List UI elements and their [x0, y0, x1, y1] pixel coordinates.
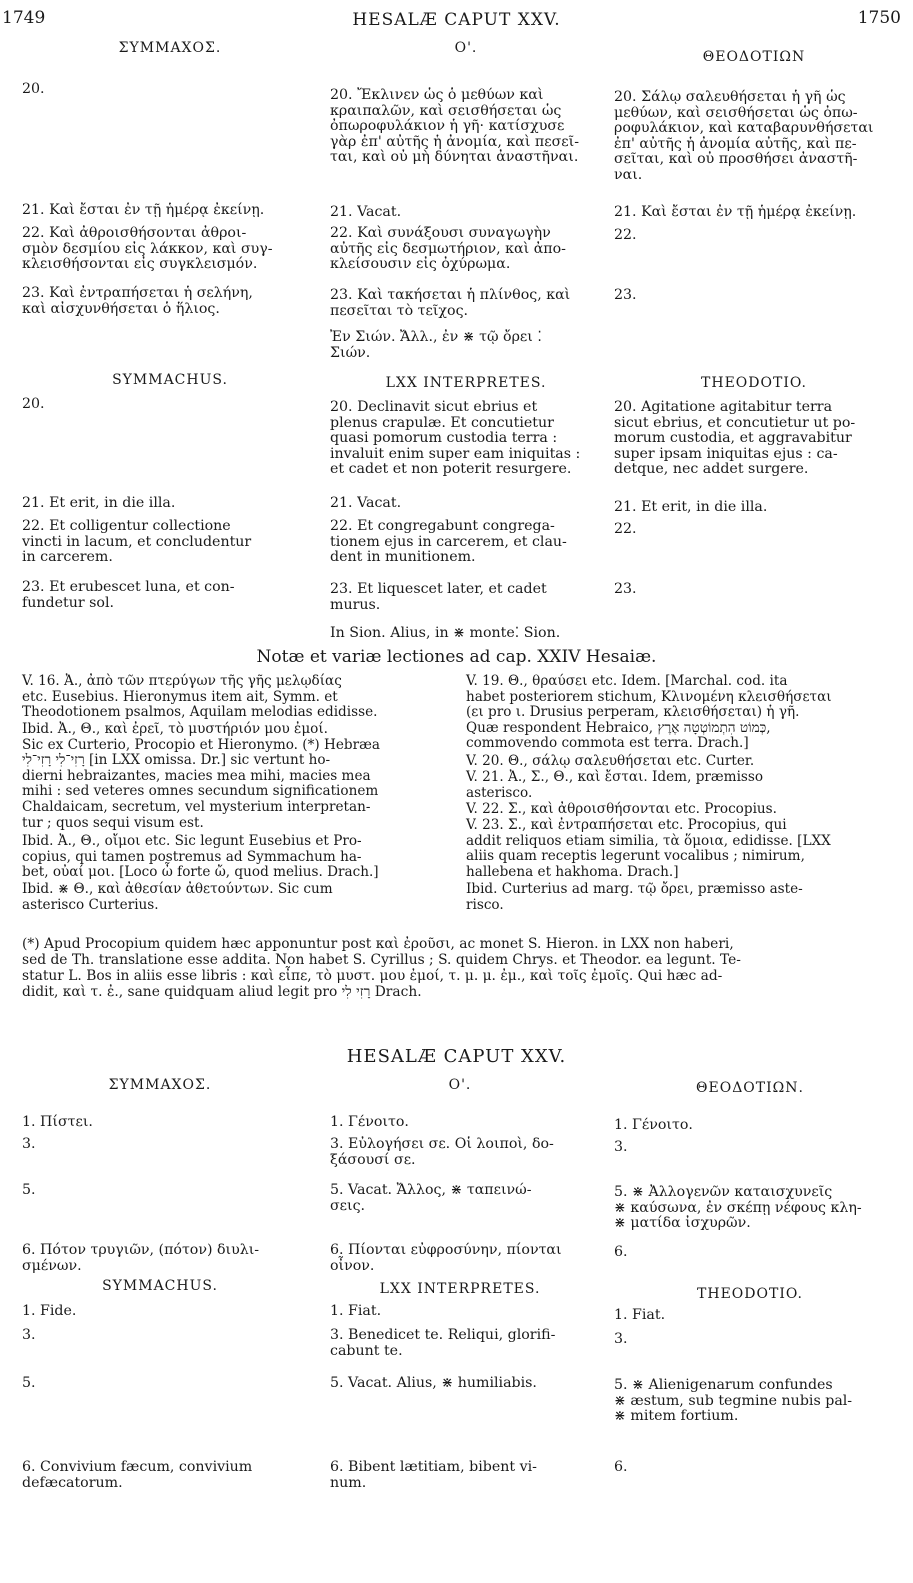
note-left-ibid-3: Ibid. ⋇ Θ., καὶ ἀθεσίαν ἀθετούντων. Sic cum asterisco Curterius. — [22, 881, 333, 913]
theo-latin-25-5: 5. ⋇ Alienigenarum confundes ⋇ æstum, sub tegmine nubis pal- ⋇ mitem fortium. — [614, 1377, 853, 1424]
lxx-latin-25-5: 5. Vacat. Alius, ⋇ humiliabis. — [330, 1375, 537, 1391]
col-head-lxx-latin: LXX INTERPRETES. — [385, 375, 547, 391]
page-title: HESALÆ CAPUT XXV. — [352, 10, 561, 30]
lxx-latin-sion-note: In Sion. Alius, in ⋇ monte⁚ Sion. — [330, 625, 561, 641]
theo-latin-v22: 22. — [614, 521, 637, 537]
theo-latin-v20: 20. Agitatione agitabitur terra sicut ebrius, et concutietur ut po- morum custodia, et aggravabitur super ipsam iniquitas ejus : ca- detque, nec addet surgere. — [614, 399, 856, 477]
lxx-latin-v23: 23. Et liquescet later, et cadet murus. — [330, 581, 547, 613]
sym-greek-v22: 22. Καὶ ἀθροισθήσονται ἀθροι- σμὸν δεσμίου εἰς λάκκον, καὶ συγ- κλεισθήσονται εἰς συγκλεισμόν. — [22, 225, 273, 272]
theo-greek-v21: 21. Καὶ ἔσται ἐν τῇ ἡμέρᾳ ἐκείνῃ. — [614, 204, 857, 220]
lxx-latin-25-3: 3. Benedicet te. Reliqui, glorifi- cabunt te. — [330, 1327, 556, 1359]
sym-latin-v20: 20. — [22, 396, 45, 412]
lxx-latin-v21: 21. Vacat. — [330, 495, 402, 511]
col-head-lxx-latin-2: LXX INTERPRETES. — [379, 1281, 541, 1297]
note-right-v21: V. 21. Ἀ., Σ., Θ., καὶ ἔσται. Idem, præmisso asterisco. — [466, 769, 764, 801]
col-head-theodotion-greek: ΘΕΟΔΟΤΙΩΝ — [702, 49, 806, 65]
lxx-greek-25-1: 1. Γένοιτο. — [330, 1114, 409, 1130]
lxx-latin-v20: 20. Declinavit sicut ebrius et plenus crapulæ. Et concutietur quasi pomorum custodia terra : invaluit enim super eam iniquitas : et cadet et non poterit resurgere. — [330, 399, 581, 477]
lxx-greek-v22: 22. Καὶ συνάξουσι συναγωγὴν αὐτῆς εἰς δεσμωτήριον, καὶ ἀπο- κλείσουσιν εἰς ὀχύρωμα. — [330, 225, 566, 272]
lxx-greek-v23: 23. Καὶ τακήσεται ἡ πλίνθος, καὶ πεσεῖται τὸ τεῖχος. — [330, 287, 571, 319]
theo-greek-25-5: 5. ⋇ Ἀλλογενῶν καταισχυνεῖς ⋇ καύσωνα, ἐν σκέπῃ νέφους κλη- ⋇ ματίδα ἰσχυρῶν. — [614, 1184, 862, 1231]
col-head-lxx-greek-2: Ο'. — [448, 1077, 472, 1093]
lxx-greek-25-3: 3. Εὐλογήσει σε. Οἱ λοιποὶ, δο- ξάσουσί σε. — [330, 1136, 554, 1168]
sym-greek-25-6: 6. Πότον τρυγιῶν, (πότον) διυλι- σμένων. — [22, 1242, 260, 1274]
col-head-theodotion-greek-2: ΘΕΟΔΟΤΙΩΝ. — [696, 1080, 804, 1096]
note-left-ibid-2: Ibid. Ἀ., Θ., οἴμοι etc. Sic legunt Eusebius et Pro- copius, qui tamen postremus ad Symmachum ha- bet, οὐαί μοι. [Loco ὦ forte ὤ, quod melius. Drach.] — [22, 833, 379, 881]
theo-greek-v23: 23. — [614, 287, 637, 303]
sym-greek-v23: 23. Καὶ ἐντραπήσεται ἡ σελήνη, καὶ αἰσχυνθήσεται ὁ ἥλιος. — [22, 285, 253, 317]
col-head-lxx-greek: Ο'. — [454, 40, 478, 56]
note-right-v19: V. 19. Θ., θραύσει etc. Idem. [Marchal. cod. ita habet posteriorem stichum, Κλινομένη κλεισθήσεται (ει pro ι. Drusius perperam, κλεισθήσεται) ἡ γῆ. Quæ respondent Hebraico, כְּמוֹט הִתְמוֹטְטָה אֶרֶץ, commovendo commota est terra. Drach.] — [466, 673, 832, 752]
lxx-latin-25-1: 1. Fiat. — [330, 1303, 382, 1319]
sym-latin-25-3: 3. — [22, 1327, 36, 1343]
note-right-v20: V. 20. Θ., σάλῳ σαλευθήσεται etc. Curter. — [466, 753, 755, 769]
col-head-symmachos-greek-2: ΣΥΜΜΑΧΟΣ. — [108, 1077, 212, 1093]
theo-greek-25-1: 1. Γένοιτο. — [614, 1117, 693, 1133]
note-right-ibid: Ibid. Curterius ad marg. τῷ ὄρει, præmisso aste- risco. — [466, 881, 803, 913]
theo-latin-25-1: 1. Fiat. — [614, 1307, 666, 1323]
notes-heading: Notæ et variæ lectiones ad cap. XXIV Hesaiæ. — [256, 647, 657, 667]
lxx-greek-25-5: 5. Vacat. Ἄλλος, ⋇ ταπεινώ- σεις. — [330, 1182, 532, 1214]
sym-greek-v20: 20. — [22, 81, 45, 97]
chapter-heading: HESALÆ CAPUT XXV. — [346, 1046, 567, 1067]
note-left-v16: V. 16. Ἀ., ἀπὸ τῶν πτερύγων τῆς γῆς μελῳδίας etc. Eusebius. Hieronymus item ait, Symm. et Theodotionem psalmos, Aquilam melodias edidisse. — [22, 673, 378, 721]
note-right-v23: V. 23. Σ., καὶ ἐντραπήσεται etc. Procopius, qui addit reliquos etiam similia, τὰ ὅμοια, edidisse. [LXX aliis quam receptis legerunt vocalibus ; nimirum, hallebena et hakhoma. Drach.] — [466, 817, 831, 880]
note-left-ibid-1: Ibid. Ἀ., Θ., καὶ ἐρεῖ, τὸ μυστήριόν μου ἐμοί. Sic ex Curterio, Procopio et Hieronymo. (*) Hebræa רָזִי־לִי רָזִי־לִי [in LXX omissa. Dr.] sic vertunt ho- dierni hebraizantes, macies mea mihi, macies mea mihi : sed veteres omnes secundum significationem Chaldaicam, secretum, vel mysterium interpretan- tur ; quos sequi visum est. — [22, 721, 381, 831]
theo-latin-25-6: 6. — [614, 1459, 628, 1475]
lxx-greek-v20: 20. Ἔκλινεν ὡς ὁ μεθύων καὶ κραιπαλῶν, καὶ σεισθήσεται ὡς ὀπωροφυλάκιον ἡ γῆ· κατίσχυσε γὰρ ἐπ' αὐτῆς ἡ ἀνομία, καὶ πεσεῖ- ται, καὶ οὐ μὴ δύνηται ἀναστῆναι. — [330, 87, 579, 165]
sym-latin-v23: 23. Et erubescet luna, et con- fundetur sol. — [22, 579, 235, 611]
footnote: (*) Apud Procopium quidem hæc apponuntur post καὶ ἐροῦσι, ac monet S. Hieron. in LXX non haberi, sed de Th. translatione esse addita. Non habet S. Cyrillus ; S. quidem Chrys. et Theodor. ea legunt. Te- statur L. Bos in aliis esse libris : καὶ εἶπε, τὸ μυστ. μου ἐμοί, τ. μ. μ. ἐμ., καὶ τοῖς ἐμοῖς. Qui hæc ad- didit, καὶ τ. ἐ., sane quidquam aliud legit pro רָזִי לִי Drach. — [22, 936, 741, 1000]
sym-greek-25-3: 3. — [22, 1136, 36, 1152]
theo-greek-v22: 22. — [614, 227, 637, 243]
lxx-latin-25-6: 6. Bibent lætitiam, bibent vi- num. — [330, 1459, 537, 1491]
sym-latin-v21: 21. Et erit, in die illa. — [22, 495, 176, 511]
col-head-symmachus-latin: SYMMACHUS. — [112, 372, 228, 388]
col-head-symmachus-latin-2: SYMMACHUS. — [102, 1278, 218, 1294]
page-number-right: 1750 — [857, 8, 901, 28]
sym-latin-25-6: 6. Convivium fæcum, convivium defæcatorum. — [22, 1459, 253, 1491]
sym-greek-25-5: 5. — [22, 1182, 36, 1198]
lxx-greek-25-6: 6. Πίονται εὐφροσύνην, πίονται οἶνον. — [330, 1242, 562, 1274]
sym-latin-25-1: 1. Fide. — [22, 1303, 77, 1319]
theo-latin-v23: 23. — [614, 581, 637, 597]
note-right-v22: V. 22. Σ., καὶ ἀθροισθήσονται etc. Procopius. — [466, 801, 777, 817]
running-header — [0, 8, 913, 38]
sym-latin-25-5: 5. — [22, 1375, 36, 1391]
theo-greek-25-6: 6. — [614, 1244, 628, 1260]
page-number-left: 1749 — [2, 8, 46, 28]
col-head-theodotio-latin-2: THEODOTIO. — [697, 1286, 803, 1302]
sym-greek-v21: 21. Καὶ ἔσται ἐν τῇ ἡμέρᾳ ἐκείνῃ. — [22, 202, 265, 218]
theo-greek-25-3: 3. — [614, 1139, 628, 1155]
sym-greek-25-1: 1. Πίστει. — [22, 1114, 93, 1130]
lxx-greek-v21: 21. Vacat. — [330, 204, 402, 220]
theo-latin-v21: 21. Et erit, in die illa. — [614, 499, 768, 515]
col-head-symmachos-greek: ΣΥΜΜΑΧΟΣ. — [118, 40, 222, 56]
sym-latin-v22: 22. Et colligentur collectione vincti in lacum, et concludentur in carcerem. — [22, 518, 252, 565]
theo-greek-v20: 20. Σάλῳ σαλευθήσεται ἡ γῆ ὡς μεθύων, καὶ σεισθήσεται ὡς ὀπω- ροφυλάκιον, καὶ καταβαρυνθήσεται ἐπ' αὐτῆς ἡ ἀνομία αὐτῆς, καὶ πε- σεῖται, καὶ οὐ προσθήσει ἀναστῆ- ναι. — [614, 89, 874, 183]
theo-latin-25-3: 3. — [614, 1331, 628, 1347]
lxx-latin-v22: 22. Et congregabunt congrega- tionem ejus in carcerem, et clau- dent in munitionem. — [330, 518, 567, 565]
lxx-greek-sion-note: Ἐν Σιών. Ἄλλ., ἐν ⋇ τῷ ὄρει ⁚ Σιών. — [330, 329, 542, 361]
col-head-theodotio-latin: THEODOTIO. — [701, 375, 807, 391]
